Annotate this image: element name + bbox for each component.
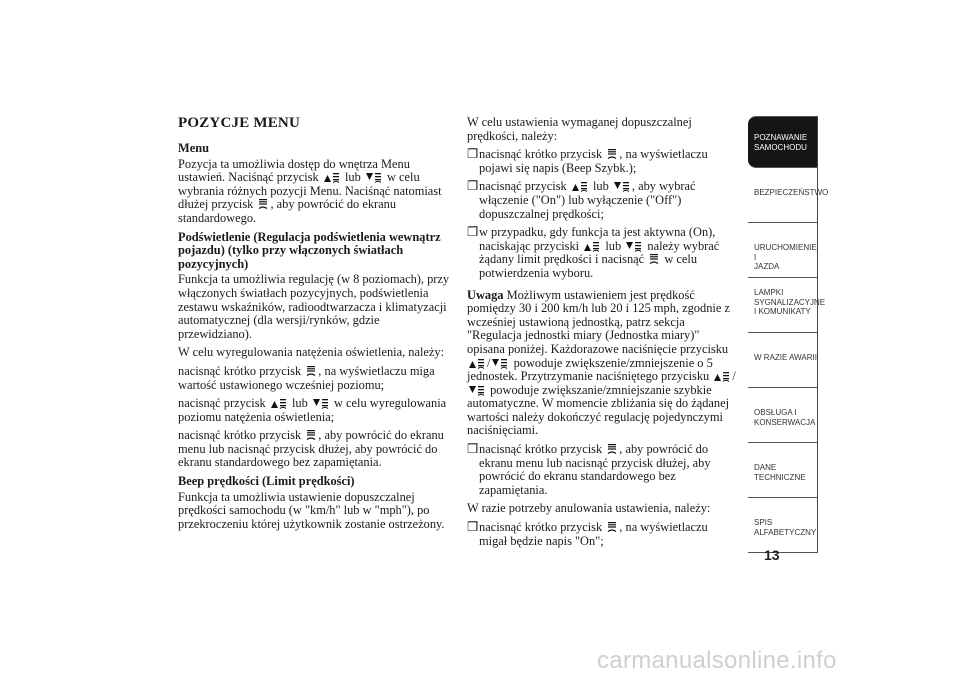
tab-spis-alfabetyczny[interactable]: SPIS ALFABETYCZNY xyxy=(748,498,818,553)
right-column xyxy=(467,116,739,553)
tab-dane-techniczne[interactable]: DANE TECHNICZNE xyxy=(748,443,818,498)
tab-w-razie-awarii[interactable]: W RAZIE AWARII xyxy=(748,333,818,388)
up-button-icon xyxy=(583,240,601,252)
page-number: 13 xyxy=(764,547,780,563)
chapter-tabs xyxy=(748,116,829,553)
tab-bezpieczenstwo[interactable]: BEZPIECZEŃSTWO xyxy=(748,168,818,223)
up-button-icon xyxy=(468,357,486,369)
lighting-paragraph-1: Funkcja ta umożliwia regulację (w 8 poziomach), przy włączonych światłach pozycyjnych, podświetlenia zestawu wskaźników, radioodtwarzacza i klimatyzacji automatycznej (dla wersji/rynków, gdzie przewidziano). xyxy=(178,272,450,341)
lighting-step-3: nacisnąć krótko przycisk , aby powrócić do ekranu menu lub nacisnąć przycisk dłużej, aby powrócić do ekranu standardowego bez zapamiętania. xyxy=(178,428,444,470)
list-item: ❒ nacisnąć krótko przycisk , na wyświetlaczu migał będzie napis "On"; xyxy=(467,520,708,548)
speed-beep-heading: Beep prędkości (Limit prędkości) xyxy=(178,474,355,489)
menu-button-icon xyxy=(606,148,618,160)
menu-button-icon xyxy=(257,198,269,210)
bullet-icon: ❒ xyxy=(467,225,479,240)
list-item: ❒ nacisnąć przycisk lub , aby wybrać włączenie ("On") lub wyłączenie ("Off") dopuszczalnej prędkości; xyxy=(467,179,696,221)
menu-button-icon xyxy=(606,443,618,455)
speed-intro: W celu ustawienia wymaganej dopuszczalnej prędkości, należy: xyxy=(467,115,692,143)
down-button-icon xyxy=(625,240,643,252)
watermark: carmanualsonline.info xyxy=(597,647,837,674)
down-button-icon xyxy=(365,171,383,183)
down-button-icon xyxy=(491,357,509,369)
tab-poznawanie-samochodu[interactable]: POZNAWANIE SAMOCHODU xyxy=(748,116,818,168)
lighting-step-1: nacisnąć krótko przycisk , na wyświetlaczu miga wartość ustawionego wcześniej poziomu; xyxy=(178,363,435,392)
lighting-heading: Podświetlenie (Regulacja podświetlenia wewnątrz pojazdu) (tylko przy włączonych światłach pozycyjnych) xyxy=(178,229,441,271)
menu-button-icon xyxy=(305,429,317,441)
down-button-icon xyxy=(613,180,631,192)
left-column xyxy=(178,110,450,536)
up-button-icon xyxy=(323,171,341,183)
menu-heading: Menu xyxy=(178,141,209,155)
note-paragraph: Uwaga Możliwym ustawieniem jest prędkość pomiędzy 30 i 200 km/h lub 20 i 125 mph, zgodnie z wcześniej ustawioną jednostką, patrz sekcja "Regulacja jednostki miary (Jednostka miary)" opisana poniżej. Każdorazowe naciśnięcie przycisku / powoduje zwiększenie/zmniejszenie o 5 jednostek. Przytrzymanie naciśniętego przycisku / powoduje zwiększanie/zmniejszanie szybkie automatyczne. W momencie zbliżania się do żądanej wartości należy dokończyć regulację pojedynczymi naciśnięciami. xyxy=(467,287,736,438)
up-button-icon xyxy=(571,180,589,192)
up-button-icon xyxy=(270,397,288,409)
bullet-icon: ❒ xyxy=(467,520,479,535)
menu-paragraph: Pozycja ta umożliwia dostęp do wnętrza Menu ustawień. Naciśnąć przycisk lub w celu wybrania różnych pozycji Menu. Naciśnąć natomiast dłużej przycisk , aby powrócić do ekranu standardowego. xyxy=(178,156,442,225)
speed-beep-paragraph: Funkcja ta umożliwia ustawienie dopuszczalnej prędkości samochodu (w "km/h" lub w "mph"), po przekroczeniu której użytkownik zostanie ostrzeżony. xyxy=(178,489,445,531)
bullet-icon: ❒ xyxy=(467,179,479,194)
menu-button-icon xyxy=(648,253,660,265)
list-item: ❒ nacisnąć krótko przycisk , na wyświetlaczu pojawi się napis (Beep Szybk.); xyxy=(467,147,708,175)
note-label: Uwaga xyxy=(467,287,504,302)
menu-button-icon xyxy=(606,521,618,533)
lighting-step-2: nacisnąć przycisk lub w celu wyregulowania poziomu natężenia oświetlenia; xyxy=(178,396,447,424)
tab-lampki-sygnalizacyjne[interactable]: LAMPKI SYGNALIZACYJNE I KOMUNIKATY xyxy=(748,278,818,333)
lighting-paragraph-2: W celu wyregulowania natężenia oświetlenia, należy: xyxy=(178,345,445,360)
section-title: POZYCJE MENU xyxy=(178,115,300,131)
bullet-icon: ❒ xyxy=(467,147,479,162)
tab-uruchomienie-i-jazda[interactable]: URUCHOMIENIE I JAZDA xyxy=(748,223,818,278)
cancel-paragraph: W razie potrzeby anulowania ustawienia, należy: xyxy=(467,501,711,516)
bullet-icon: ❒ xyxy=(467,442,479,457)
menu-button-icon xyxy=(305,365,317,377)
list-item: ❒ nacisnąć krótko przycisk , aby powrócić do ekranu menu lub nacisnąć przycisk dłużej, aby powrócić do ekranu standardowego bez zapamiętania. xyxy=(467,442,711,497)
tab-obsluga-i-konserwacja[interactable]: OBSŁUGA I KONSERWACJA xyxy=(748,388,818,443)
up-button-icon xyxy=(713,370,731,382)
down-button-icon xyxy=(312,397,330,409)
down-button-icon xyxy=(468,384,486,396)
list-item: ❒ w przypadku, gdy funkcja ta jest aktywna (On), naciskając przyciski lub należy wybrać żądany limit prędkości i nacisnąć w celu potwierdzenia wyboru. xyxy=(467,225,720,280)
